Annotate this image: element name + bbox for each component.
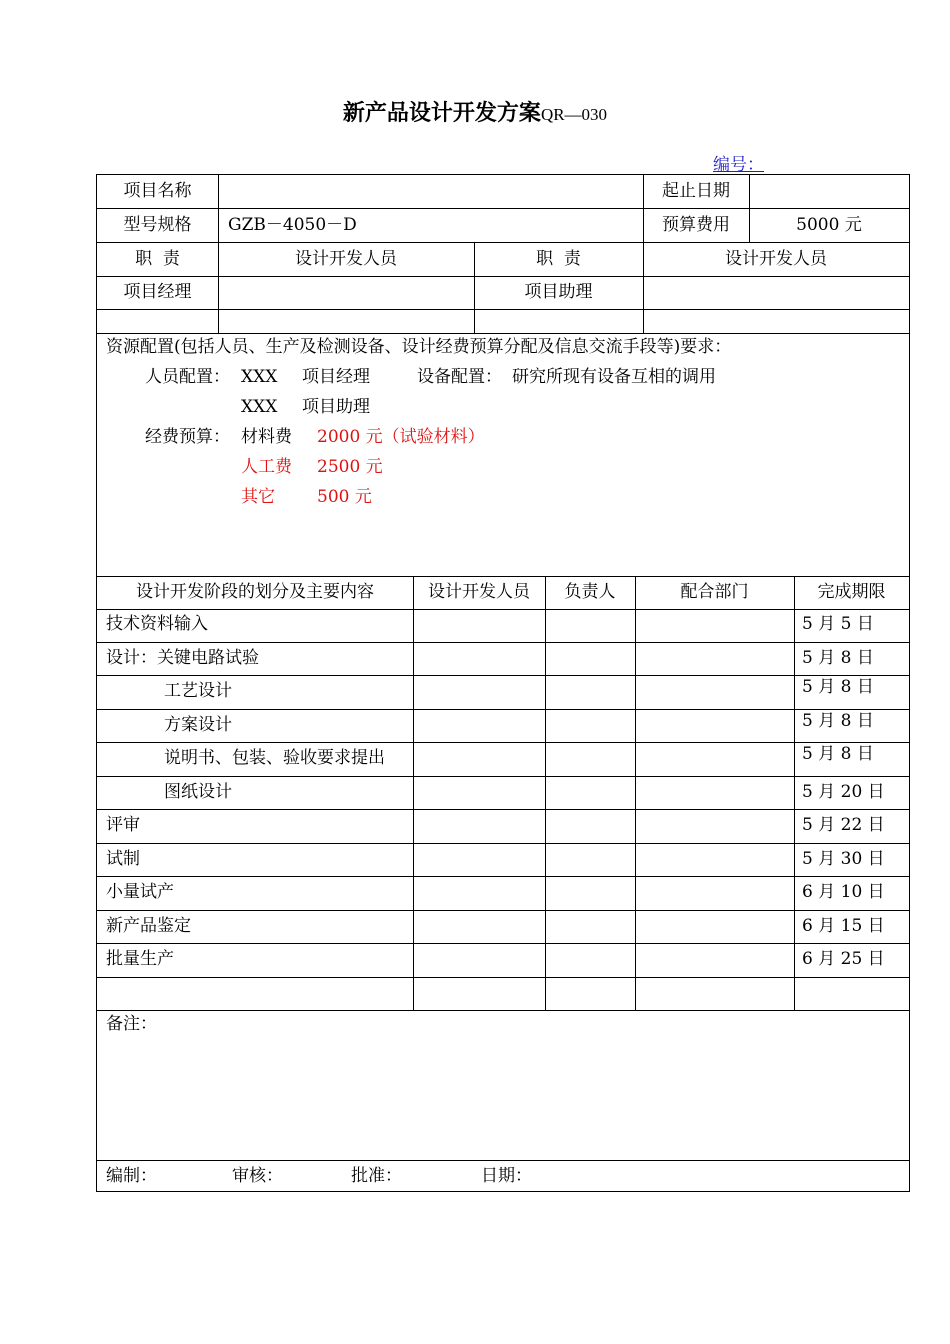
budget-item-amount: 500 元 xyxy=(317,487,372,507)
title-text: 新产品设计开发方案 xyxy=(342,100,541,126)
stage-content: 小量试产 xyxy=(106,882,174,902)
role-label-1: 职 责 xyxy=(135,249,180,269)
rule xyxy=(97,675,909,676)
stage-deadline: 6 月 15 日 xyxy=(802,916,885,936)
stage-content: 批量生产 xyxy=(106,949,174,969)
stage-deadline: 5 月 20 日 xyxy=(802,782,885,802)
stage-header-owner: 负责人 xyxy=(564,582,616,602)
staff-1-role: 项目经理 xyxy=(302,367,370,387)
serial-number-field[interactable] xyxy=(713,150,776,175)
rule xyxy=(97,709,909,710)
rule xyxy=(97,776,909,777)
role-value-1: 设计开发人员 xyxy=(295,249,397,269)
assistant-label: 项目助理 xyxy=(524,282,593,302)
rule xyxy=(794,576,795,1010)
rule xyxy=(97,943,909,944)
staff-2-name: XXX xyxy=(241,397,278,417)
stage-content: 说明书、包装、验收要求提出 xyxy=(164,748,385,768)
budget-item-name: 材料费 xyxy=(241,427,292,447)
rule xyxy=(97,910,909,911)
stage-deadline: 5 月 8 日 xyxy=(802,648,874,668)
rule xyxy=(635,576,636,1010)
stage-deadline: 5 月 8 日 xyxy=(802,744,874,764)
budget-item-name: 人工费 xyxy=(241,457,292,477)
equipment-label: 设备配置： xyxy=(417,367,502,387)
rule xyxy=(97,1010,909,1011)
project-name-label: 项目名称 xyxy=(123,181,192,201)
document-title xyxy=(0,96,950,127)
rule xyxy=(97,576,909,577)
rule xyxy=(97,843,909,844)
stage-deadline: 5 月 5 日 xyxy=(802,614,874,634)
stage-deadline: 6 月 10 日 xyxy=(802,882,885,902)
dates-label: 起止日期 xyxy=(662,181,730,201)
prepared-by-label: 编制： xyxy=(106,1166,157,1186)
rule xyxy=(413,576,414,1010)
stage-content: 图纸设计 xyxy=(164,782,232,802)
rule xyxy=(97,876,909,877)
role-value-2: 设计开发人员 xyxy=(725,249,827,269)
reviewed-by-label: 审核： xyxy=(232,1166,283,1186)
budget-item-amount: 2500 元 xyxy=(317,457,383,477)
rule xyxy=(97,977,909,978)
budget-breakdown-label: 经费预算： xyxy=(145,427,230,447)
stage-deadline: 6 月 25 日 xyxy=(802,949,885,969)
staff-1-name: XXX xyxy=(241,367,278,387)
staff-label: 人员配置： xyxy=(145,367,230,387)
stage-header-department: 配合部门 xyxy=(680,582,749,602)
stage-deadline: 5 月 8 日 xyxy=(802,711,874,731)
pm-label: 项目经理 xyxy=(123,282,192,302)
budget-label: 预算费用 xyxy=(662,215,730,235)
stage-content: 设计：关键电路试验 xyxy=(106,648,259,668)
stage-content: 新产品鉴定 xyxy=(106,916,191,936)
form-table xyxy=(96,174,910,1192)
serial-number-label: 编号： xyxy=(713,155,764,175)
budget-item-name: 其它 xyxy=(241,487,275,507)
date-label: 日期： xyxy=(481,1166,532,1186)
role-label-2: 职 责 xyxy=(536,249,581,269)
approved-by-label: 批准： xyxy=(351,1166,402,1186)
equipment-value: 研究所现有设备互相的调用 xyxy=(512,367,716,387)
stage-header-staff: 设计开发人员 xyxy=(428,582,530,602)
stage-content: 工艺设计 xyxy=(164,681,232,701)
model-label: 型号规格 xyxy=(123,215,192,235)
budget-item-amount: 2000 元（试验材料） xyxy=(317,427,485,447)
budget-value: 5000 元 xyxy=(796,215,862,235)
stage-header-content: 设计开发阶段的划分及主要内容 xyxy=(136,582,374,602)
model-value: GZB－4050－D xyxy=(228,215,357,235)
rule xyxy=(545,576,546,1010)
stage-deadline: 5 月 8 日 xyxy=(802,677,874,697)
stage-header-deadline: 完成期限 xyxy=(817,582,886,602)
rule xyxy=(97,609,909,610)
stage-deadline: 5 月 30 日 xyxy=(802,849,885,869)
staff-2-role: 项目助理 xyxy=(302,397,370,417)
rule xyxy=(97,809,909,810)
stage-content: 试制 xyxy=(106,849,140,869)
stage-deadline: 5 月 22 日 xyxy=(802,815,885,835)
remarks-label: 备注： xyxy=(106,1014,157,1034)
stage-content: 技术资料输入 xyxy=(106,614,208,634)
rule xyxy=(97,1160,909,1161)
stage-content: 方案设计 xyxy=(164,715,232,735)
form-code: QR—030 xyxy=(540,105,608,124)
rule xyxy=(97,742,909,743)
rule xyxy=(97,333,909,334)
rule xyxy=(97,642,909,643)
stage-content: 评审 xyxy=(106,815,140,835)
resources-heading: 资源配置(包括人员、生产及检测设备、设计经费预算分配及信息交流手段等)要求： xyxy=(106,337,732,357)
